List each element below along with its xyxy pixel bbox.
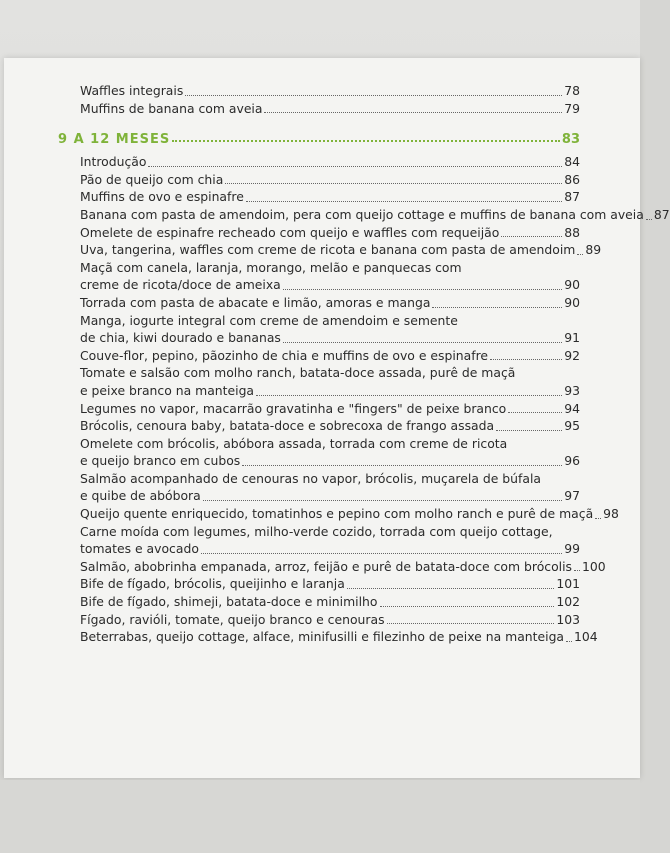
toc-entry-page: 94 bbox=[564, 400, 580, 416]
toc-entry-title-continued: e peixe branco na manteiga bbox=[80, 382, 255, 398]
section-page: 83 bbox=[561, 132, 580, 148]
toc-entry-page: 79 bbox=[564, 100, 580, 116]
toc-entry-title: Bife de fígado, brócolis, queijinho e laranja bbox=[80, 576, 345, 592]
dot-leader bbox=[387, 623, 555, 624]
toc-entry-page: 103 bbox=[556, 611, 580, 627]
toc-entry-page: 90 bbox=[564, 294, 580, 310]
toc-entry-line bbox=[80, 276, 580, 294]
toc-entry-title-continued: creme de ricota/doce de ameixa bbox=[80, 277, 281, 293]
toc-entry-title-continued: e queijo branco em cubos bbox=[80, 453, 241, 469]
toc-entry-title: Beterrabas, queijo cottage, alface, minifusilli e filezinho de peixe na manteiga bbox=[80, 629, 565, 645]
section-heading bbox=[58, 123, 580, 147]
toc-entry-title: Carne moída com legumes, milho-verde cozido, torrada com queijo cottage, bbox=[80, 523, 553, 539]
toc-entry-title: Omelete com brócolis, abóbora assada, torrada com creme de ricota bbox=[80, 435, 508, 451]
dot-leader bbox=[203, 500, 562, 501]
toc-entry bbox=[80, 575, 580, 593]
toc-entry-title: Omelete de espinafre recheado com queijo e waffles com requeijão bbox=[80, 224, 500, 240]
toc-entry-page: 98 bbox=[603, 506, 619, 522]
toc-entry-page: 96 bbox=[564, 453, 580, 469]
toc-entry-page: 84 bbox=[564, 154, 580, 170]
toc-entry bbox=[80, 628, 598, 646]
toc-entry-title: Maçã com canela, laranja, morango, melão e panquecas com bbox=[80, 259, 462, 275]
toc-entry-title: Banana com pasta de amendoim, pera com queijo cottage e muffins de banana com aveia bbox=[80, 206, 644, 222]
toc-entry-title-continued: de chia, kiwi dourado e bananas bbox=[80, 330, 281, 346]
dot-leader bbox=[264, 112, 562, 113]
dot-leader bbox=[566, 641, 572, 642]
toc-entry bbox=[80, 224, 580, 242]
dot-leader bbox=[246, 201, 562, 202]
toc-entry-page: 90 bbox=[564, 277, 580, 293]
toc-entry bbox=[80, 259, 580, 294]
toc-entry-title: Legumes no vapor, macarrão gravatinha e "fingers" de peixe branco bbox=[80, 400, 507, 416]
toc-entry-page: 78 bbox=[564, 83, 580, 98]
toc-entry bbox=[80, 593, 580, 611]
toc-entry-page: 100 bbox=[582, 558, 606, 574]
toc-entry-page: 86 bbox=[564, 171, 580, 187]
toc-entry-page: 87 bbox=[564, 189, 580, 205]
toc-entry-line bbox=[80, 487, 580, 505]
toc-entry-title: Tomate e salsão com molho ranch, batata-doce assada, purê de maçã bbox=[80, 365, 516, 381]
dot-leader bbox=[646, 219, 652, 220]
toc-entry-page: 99 bbox=[564, 541, 580, 557]
toc-entry bbox=[80, 435, 580, 470]
dot-leader bbox=[501, 236, 562, 237]
toc-entry-title: Introdução bbox=[80, 154, 147, 170]
toc-entry-page: 95 bbox=[564, 418, 580, 434]
dot-leader bbox=[148, 166, 562, 167]
toc-entry bbox=[80, 188, 580, 206]
toc-entry-page: 102 bbox=[556, 594, 580, 610]
dot-leader bbox=[172, 140, 560, 142]
toc-entry-title: Uva, tangerina, waffles com creme de ricota e banana com pasta de amendoim bbox=[80, 242, 576, 258]
toc-entry-page: 88 bbox=[564, 224, 580, 240]
toc-entry bbox=[80, 153, 580, 171]
dot-leader bbox=[490, 359, 562, 360]
toc-entry-page: 101 bbox=[556, 576, 580, 592]
dot-leader bbox=[283, 342, 562, 343]
dot-leader bbox=[574, 570, 580, 571]
toc-entry-page: 97 bbox=[564, 488, 580, 504]
toc-entry bbox=[80, 417, 580, 435]
toc-entry bbox=[80, 505, 619, 523]
toc-entry-title: Muffins de banana com aveia bbox=[80, 100, 263, 116]
toc-entry-title: Salmão acompanhado de cenouras no vapor, brócolis, muçarela de búfala bbox=[80, 470, 541, 486]
toc-entry bbox=[80, 82, 580, 100]
toc-entry bbox=[80, 241, 602, 259]
toc-entry bbox=[80, 100, 580, 118]
toc-entry-title: Torrada com pasta de abacate e limão, amoras e manga bbox=[80, 294, 431, 310]
toc-entry bbox=[80, 206, 670, 224]
toc-entry-list bbox=[80, 153, 670, 646]
toc-entry bbox=[80, 171, 580, 189]
dot-leader bbox=[225, 183, 562, 184]
toc-entry-title: Couve-flor, pepino, pãozinho de chia e muffins de ovo e espinafre bbox=[80, 347, 489, 363]
toc-entry bbox=[80, 347, 580, 365]
toc-entry-title: Bife de fígado, shimeji, batata-doce e minimilho bbox=[80, 594, 378, 610]
dot-leader bbox=[347, 588, 555, 589]
toc-entry-page: 87 bbox=[653, 206, 670, 222]
toc-entry-title: Queijo quente enriquecido, tomatinhos e pepino com molho ranch e purê de maçã bbox=[80, 506, 594, 522]
dot-leader bbox=[595, 518, 601, 519]
toc-entry-title: Fígado, ravióli, tomate, queijo branco e cenouras bbox=[80, 611, 385, 627]
toc-entry-line bbox=[80, 540, 580, 558]
toc-entry-title: Manga, iogurte integral com creme de amendoim e semente bbox=[80, 312, 458, 328]
toc-entry-line bbox=[80, 382, 580, 400]
dot-leader bbox=[496, 430, 562, 431]
toc-entry-page: 92 bbox=[564, 347, 580, 363]
toc-entry-title: Waffles integrais bbox=[80, 83, 184, 98]
toc-entry bbox=[80, 611, 580, 629]
toc-entry-line bbox=[80, 329, 580, 347]
dot-leader bbox=[283, 289, 562, 290]
dot-leader bbox=[380, 606, 555, 607]
toc-entry bbox=[80, 470, 580, 505]
toc-entry-title-continued: e quibe de abóbora bbox=[80, 488, 201, 504]
section-title: 9 A 12 MESES bbox=[58, 132, 171, 148]
toc-entry-page: 91 bbox=[564, 330, 580, 346]
toc-entry-page: 104 bbox=[574, 629, 598, 645]
toc-entry bbox=[80, 294, 580, 312]
dot-leader bbox=[201, 553, 562, 554]
toc-entry-page: 89 bbox=[585, 242, 602, 258]
dot-leader bbox=[577, 254, 583, 255]
toc-entry-title: Muffins de ovo e espinafre bbox=[80, 189, 244, 205]
toc-entry bbox=[80, 312, 580, 347]
dot-leader bbox=[185, 95, 562, 96]
table-of-contents bbox=[58, 82, 670, 646]
dot-leader bbox=[242, 465, 562, 466]
toc-entry-page: 93 bbox=[564, 382, 580, 398]
table-surface bbox=[0, 780, 640, 853]
dot-leader bbox=[508, 412, 562, 413]
toc-entry-title: Salmão, abobrinha empanada, arroz, feijão e purê de batata-doce com brócolis bbox=[80, 558, 573, 574]
toc-entry-title-continued: tomates e avocado bbox=[80, 541, 199, 557]
toc-entry bbox=[80, 523, 580, 558]
toc-entry-title: Brócolis, cenoura baby, batata-doce e sobrecoxa de frango assada bbox=[80, 418, 495, 434]
toc-entry bbox=[80, 400, 580, 418]
toc-entry bbox=[80, 364, 580, 399]
toc-entry bbox=[80, 558, 606, 576]
dot-leader bbox=[432, 307, 562, 308]
toc-entry-line bbox=[80, 452, 580, 470]
dot-leader bbox=[256, 395, 562, 396]
toc-entry-title: Pão de queijo com chia bbox=[80, 171, 224, 187]
